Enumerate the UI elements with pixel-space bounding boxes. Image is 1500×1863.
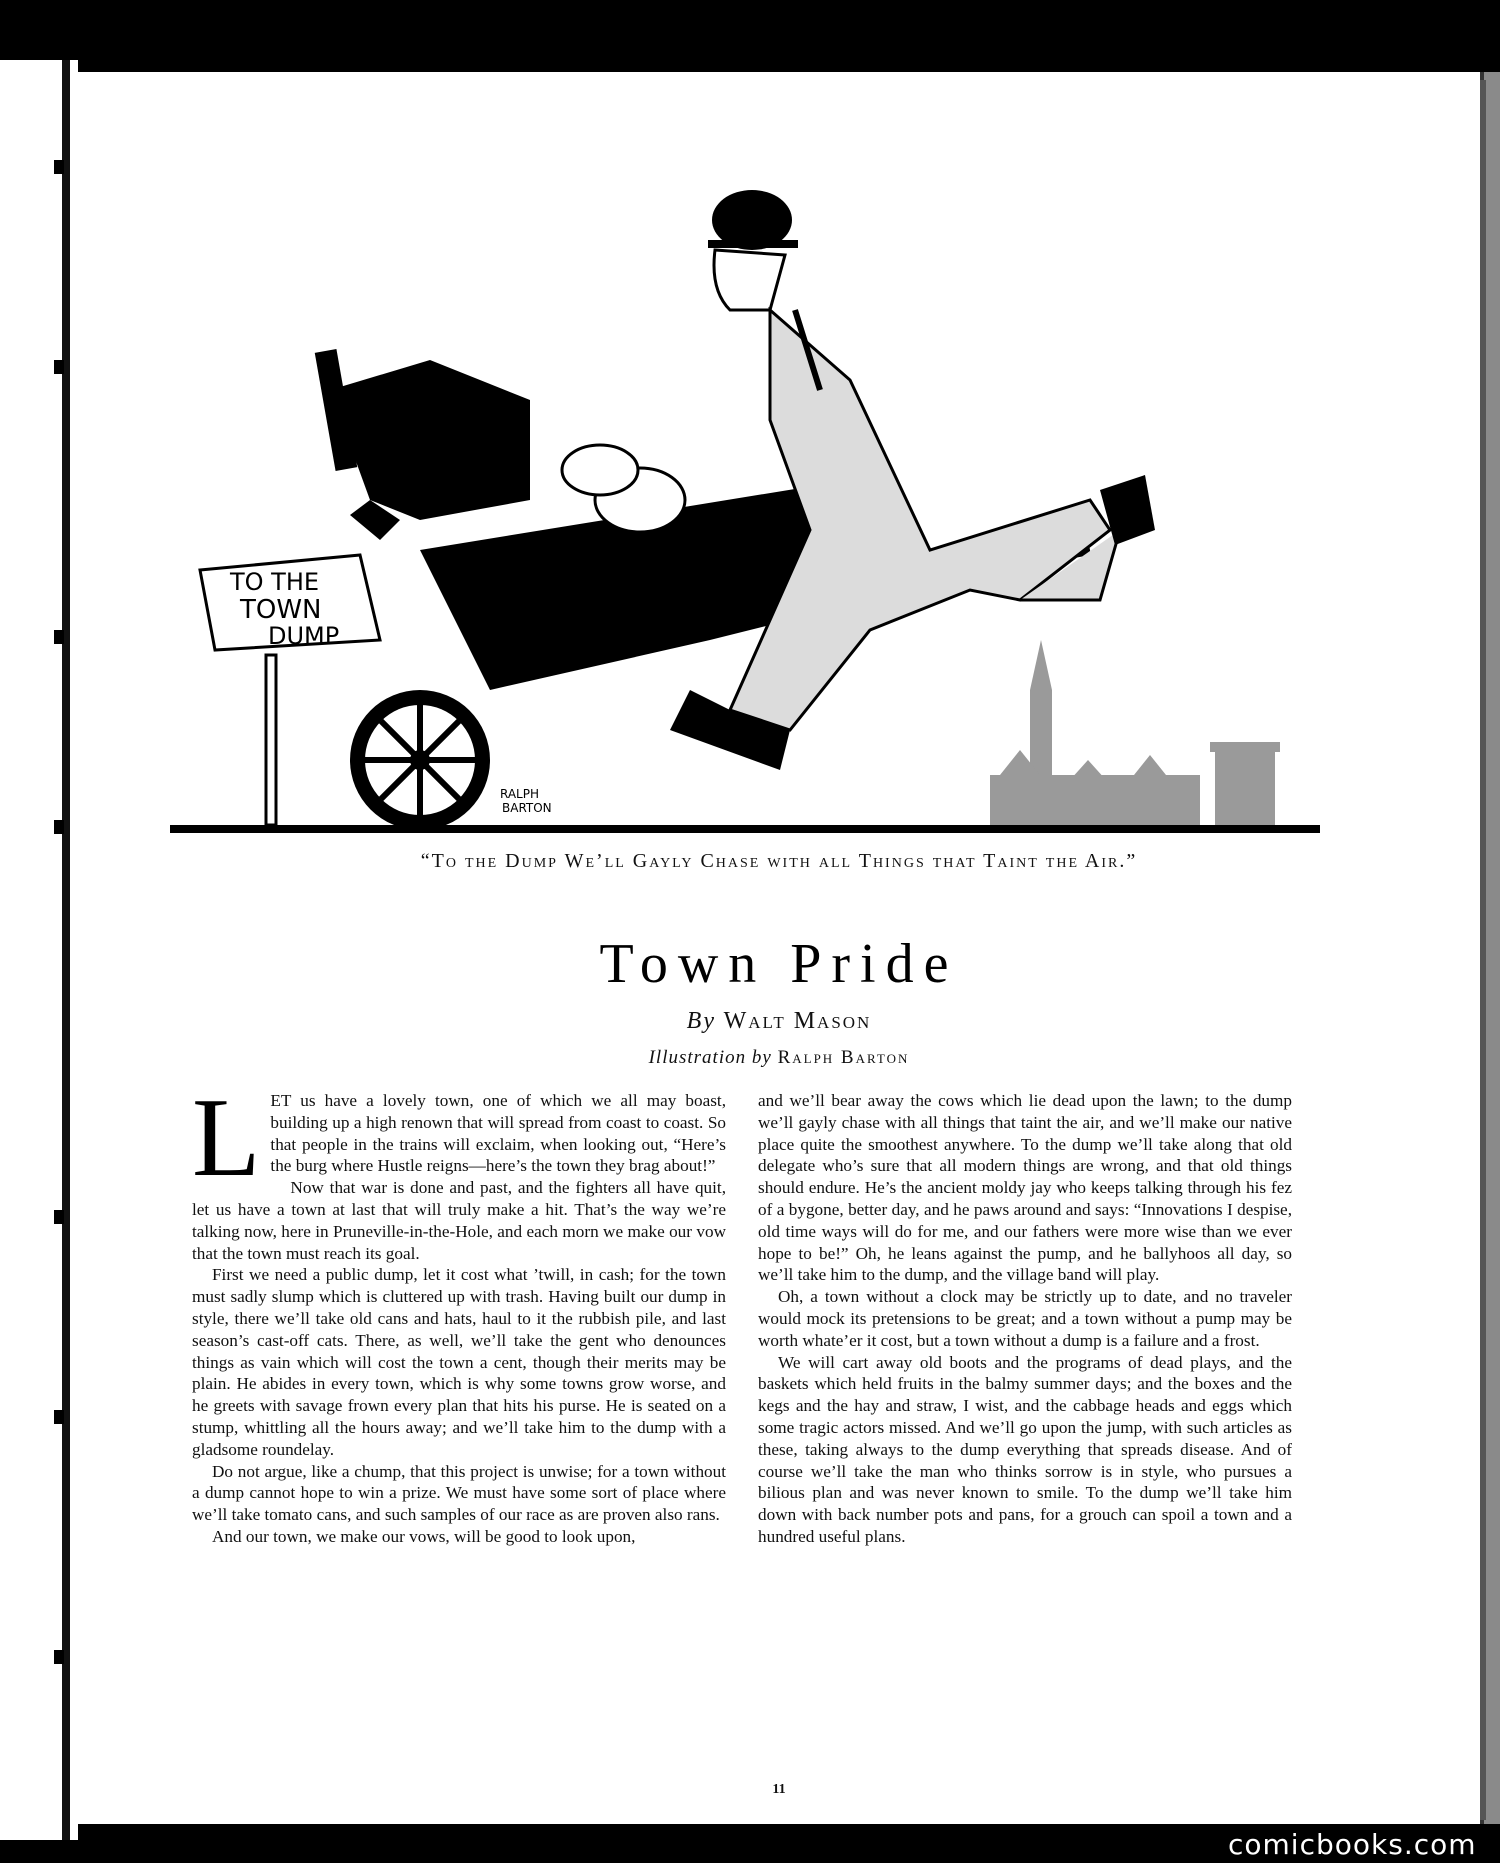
illustrator-name: Ralph Barton <box>777 1047 910 1068</box>
byline-prefix: By <box>686 1008 716 1034</box>
article-column-right <box>758 1090 1292 1548</box>
signature-line-2: BARTON <box>502 801 552 815</box>
facing-page-edge <box>0 60 78 1840</box>
page-stack-shadow <box>1480 80 1486 1820</box>
paragraph-5: And our town, we make our vows, will be good to look upon, <box>212 1526 636 1546</box>
paragraph-2: Now that war is done and past, and the fighters all have quit, let us have a town at last that will truly make a hit. That’s the way we’re talking now, here in Pruneville-in-the-Hole, and each morn we make our vow that the town must reach its goal. <box>192 1178 726 1263</box>
paragraph-7: Oh, a town without a clock may be strictly up to date, and no traveler would mock its pretensions to be great; and a town without a pump may be worth whate’er it cost, but a town without a dump is a failure and a frost. <box>758 1287 1292 1350</box>
cartoon-illustration <box>170 170 1320 840</box>
illustration-caption: “To the Dump We’ll Gayly Chase with all Things that Taint the Air.” <box>420 850 1138 872</box>
sign-line-3: DUMP <box>268 622 340 650</box>
artist-signature <box>500 787 552 815</box>
sign-line-2: TOWN <box>240 595 322 625</box>
author-name: Walt Mason <box>723 1008 872 1034</box>
passenger-figure <box>315 349 685 540</box>
site-watermark: comicbooks.com <box>1228 1828 1477 1861</box>
article-title: Town Pride <box>599 933 959 995</box>
paragraph-6: and we’ll bear away the cows which lie dead upon the lawn; to the dump we’ll gayly chase with all things that taint the air, and we’ll make our native place quite the smoothest anywhere. To the dump we’ll take along that old delegate who’s sure that all modern things are wrong, and that old things should endure. He’s the ancient moldy jay who keeps talking through his fez of a bygone, better day, and he paws around and says: “Innovations I despise, old time ways will do for me, and our fathers were more wise than we ever hope to be!” Oh, he leans against the pump, and he ballyhoos all day, so we’ll take him to the dump, and the village band will play. <box>758 1091 1292 1285</box>
ground-line <box>170 825 1320 833</box>
signature-line-1: RALPH <box>500 787 540 801</box>
page-number: 11 <box>772 1782 786 1797</box>
drop-cap: L <box>192 1076 261 1200</box>
illustration-credit <box>78 1047 1480 1069</box>
paragraph-3: First we need a public dump, let it cost what ’twill, in cash; for the town must sadly slump which is cluttered up with trash. Having built our dump in style, there we’ll take old cans and hats, haul to it the rubbish pile, and last season’s cast-off cats. There, as well, we’ll take the gent who denounces things as vain which will cost the town a cent, though their merits may be plain. He abides in every town, which is why some towns grow worse, and he greets with savage frown every plan that hits his purse. He is seated on a stump, whittling all the hours away; and we’ll take him to the dump with a gladsome roundelay. <box>192 1265 726 1459</box>
town-silhouette <box>990 640 1280 825</box>
paragraph-4: Do not argue, like a chump, that this project is unwise; for a town without a dump cannot hope to win a prize. We must have some sort of place where we’ll take tomato cans, and such samples of our race as are proven also rans. <box>192 1461 726 1525</box>
paragraph-1: LET us have a lovely town, one of which we all may boast, building up a high renown that will spread from coast to coast. So that people in the trains will exclaim, when looking out, “Here’s the burg where Hustle reigns—here’s the town they brag about!” <box>192 1076 726 1200</box>
byline <box>78 1008 1480 1035</box>
credit-prefix: Illustration by <box>648 1047 772 1068</box>
man-pushing-barrow <box>670 190 1155 770</box>
town-dump-sign <box>200 555 380 825</box>
wheelbarrow <box>350 480 1090 830</box>
binding-stitches <box>54 160 60 1760</box>
sign-line-1: TO THE <box>230 568 320 596</box>
article-column-left <box>192 1076 726 1548</box>
paragraph-8: We will cart away old boots and the programs of dead plays, and the baskets which held fruits in the balmy summer days; and the boxes and the kegs and the hay and straw, I wist, and the cabbage heads and eggs which some tragic actors missed. And we’ll go upon the jump, with such articles as these, taking always to the dump everything that spreads disease. And of course we’ll take the man who thinks sorrow is in style, who pursues a bilious plan and was never known to smile. To the dump we’ll take him down with back number pots and pans, for a grouch can spoil a town and a hundred useful plans. <box>758 1352 1292 1546</box>
